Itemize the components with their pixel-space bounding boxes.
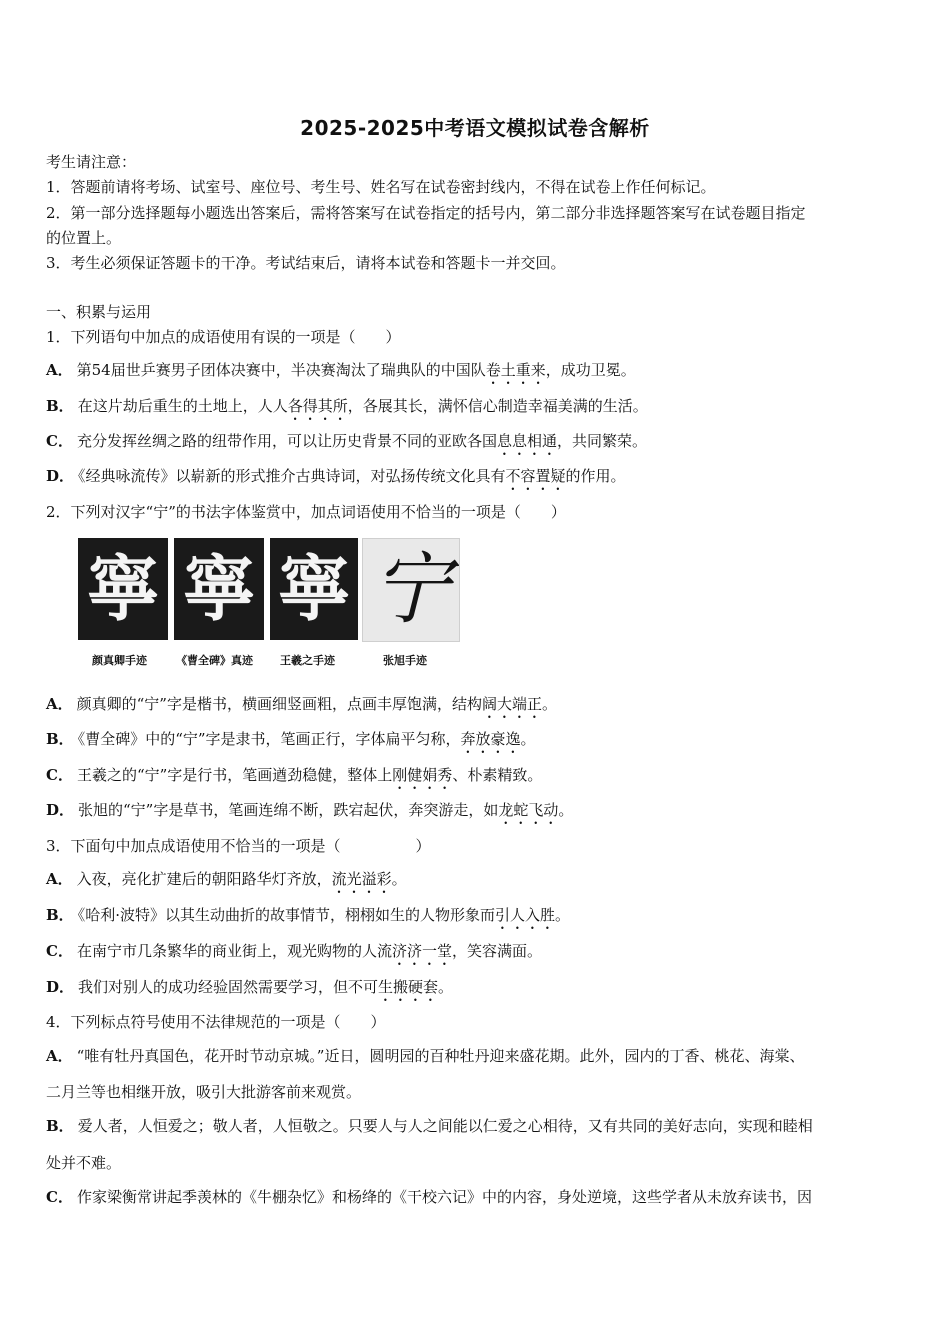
option-text: 。 (391, 870, 407, 888)
option-text: “唯有牡丹真国色，花开时节动京城。”近日，圆明园的百种牡丹迎来盛花期。此外，园内的丁香、桃花、海棠、 (76, 1047, 805, 1065)
question-stem: 1．下列语句中加点的成语使用有误的一项是（ ） (46, 328, 401, 346)
option-text: ，各展其长，满怀信心制造幸福美满的生活。 (347, 397, 648, 415)
option-label: C． (46, 1188, 73, 1206)
question-stem: 4．下列标点符号使用不法律规范的一项是（ ） (46, 1013, 386, 1031)
option-text: 。 (438, 978, 454, 996)
calligraphy-zhang-xu (362, 538, 460, 642)
dotted-idiom: 济济一堂 (391, 942, 452, 960)
option-label: C． (46, 766, 73, 784)
notice-item: 的位置上。 (46, 229, 122, 247)
option-label: B． (46, 397, 74, 415)
option-c (46, 765, 542, 793)
option-text: 、朴素精致。 (452, 766, 543, 784)
option-c (46, 1187, 812, 1207)
option-a (46, 694, 557, 722)
option-text: 爱人者，人恒爱之；敬人者，人恒敬之。只要人与人之间能以仁爱之心相待，又有共同的美好志向，实现和睦相 (77, 1117, 813, 1135)
option-label: B． (46, 730, 74, 748)
option-text: 。 (558, 801, 574, 819)
option-b (46, 729, 536, 757)
option-label: A． (46, 1047, 73, 1065)
option-text: 在这片劫后重生的土地上，人人 (77, 397, 288, 415)
option-text: 。 (520, 730, 536, 748)
option-continuation: 处并不难。 (46, 1154, 122, 1172)
dotted-idiom: 引人入胜 (494, 906, 555, 924)
option-b (46, 1116, 813, 1136)
calligraphy-glyph: 寧 (182, 546, 255, 631)
option-text: ，成功卫冕。 (545, 361, 636, 379)
calligraphy-wang-xizhi (270, 538, 358, 640)
notice-item: 1．答题前请将考场、试室号、座位号、考生号、姓名写在试卷密封线内，不得在试卷上作任何标记。 (46, 178, 716, 196)
option-text: 作家梁衡常讲起季羡林的《牛棚杂忆》和杨绛的《干校六记》中的内容，身处逆境，这些学者从未放弃读书，因 (76, 1188, 812, 1206)
question-stem: 3．下面句中加点成语使用不恰当的一项是（ ） (46, 837, 431, 855)
option-d (46, 466, 626, 494)
option-b (46, 905, 570, 933)
option-d (46, 800, 573, 828)
dotted-idiom: 卷土重来 (485, 361, 546, 379)
option-text: 。 (554, 906, 570, 924)
option-label: D． (46, 978, 75, 996)
option-text: ，共同繁荣。 (556, 432, 647, 450)
option-text: 《哈利·波特》以其生动曲折的故事情节，栩栩如生的人物形象而 (77, 906, 495, 924)
option-text: 入夜，亮化扩建后的朝阳路华灯齐放， (76, 870, 332, 888)
option-text: 。 (542, 695, 558, 713)
option-label: C． (46, 942, 73, 960)
notice-item: 3．考生必须保证答题卡的干净。考试结束后，请将本试卷和答题卡一并交回。 (46, 254, 566, 272)
option-label: D． (46, 801, 75, 819)
notice-heading: 考生请注意： (46, 153, 137, 171)
option-c (46, 431, 647, 459)
option-label: A． (46, 361, 73, 379)
option-text: 王羲之的“宁”字是行书，笔画遒劲稳健，整体上 (76, 766, 393, 784)
option-c (46, 941, 542, 969)
question-stem: 2．下列对汉字“宁”的书法字体鉴赏中，加点词语使用不恰当的一项是（ ） (46, 503, 566, 521)
figure-caption: 《曹全碑》真迹 (176, 654, 253, 667)
option-text: 充分发挥丝绸之路的纽带作用，可以让历史背景不同的亚欧各国 (76, 432, 497, 450)
dotted-idiom: 流光溢彩 (331, 870, 392, 888)
dotted-idiom: 龙蛇飞动 (498, 801, 559, 819)
dotted-idiom: 阔大端正 (481, 695, 542, 713)
option-label: B． (46, 1117, 74, 1135)
calligraphy-yan-zhenqing (78, 538, 168, 640)
option-b (46, 396, 648, 424)
option-a (46, 1046, 804, 1066)
option-text: 《曹全碑》中的“宁”字是隶书，笔画正行，字体扁平匀称， (77, 730, 461, 748)
option-text: ，笑容满面。 (451, 942, 542, 960)
dotted-idiom: 各得其所 (287, 397, 348, 415)
dotted-idiom: 不容置疑 (505, 467, 566, 485)
notice-item: 2．第一部分选择题每小题选出答案后，需将答案写在试卷指定的括号内，第二部分非选择题答案写在试卷题目指定 (46, 204, 806, 222)
option-text: 在南宁市几条繁华的商业街上，观光购物的人流 (76, 942, 392, 960)
calligraphy-caoquan-stele (174, 538, 264, 640)
option-text: 的作用。 (565, 467, 626, 485)
option-text: 第54届世乒赛男子团体决赛中，半决赛淘汰了瑞典队的中国队 (76, 361, 486, 379)
figure-caption: 颜真卿手迹 (92, 654, 147, 667)
option-a (46, 360, 636, 388)
page-title: 2025-2025中考语文模拟试卷含解析 (300, 116, 650, 140)
option-label: C． (46, 432, 73, 450)
option-d (46, 977, 453, 1005)
option-text: 《经典咏流传》以崭新的形式推介古典诗词，对弘扬传统文化具有 (78, 467, 506, 485)
figure-caption: 王羲之手迹 (280, 654, 335, 667)
option-label: A． (46, 695, 73, 713)
calligraphy-glyph: 寧 (86, 546, 159, 631)
calligraphy-glyph: 寧 (277, 546, 350, 631)
dotted-idiom: 息息相通 (496, 432, 557, 450)
figure-caption: 张旭手迹 (383, 654, 427, 667)
dotted-idiom: 生搬硬套 (378, 978, 439, 996)
dotted-idiom: 奔放豪逸 (460, 730, 521, 748)
section-heading: 一、积累与运用 (46, 303, 152, 321)
option-text: 我们对别人的成功经验固然需要学习，但不可 (78, 978, 379, 996)
dotted-idiom: 刚健娟秀 (392, 766, 453, 784)
option-label: D． (46, 467, 75, 485)
option-text: 颜真卿的“宁”字是楷书，横画细竖画粗，点画丰厚饱满，结构 (76, 695, 482, 713)
option-text: 张旭的“宁”字是草书，笔画连绵不断，跌宕起伏，奔突游走，如 (78, 801, 499, 819)
option-label: A． (46, 870, 73, 888)
option-a (46, 869, 407, 897)
option-label: B． (46, 906, 74, 924)
option-continuation: 二月兰等也相继开放，吸引大批游客前来观赏。 (46, 1083, 362, 1101)
calligraphy-glyph: 宁 (371, 545, 450, 635)
